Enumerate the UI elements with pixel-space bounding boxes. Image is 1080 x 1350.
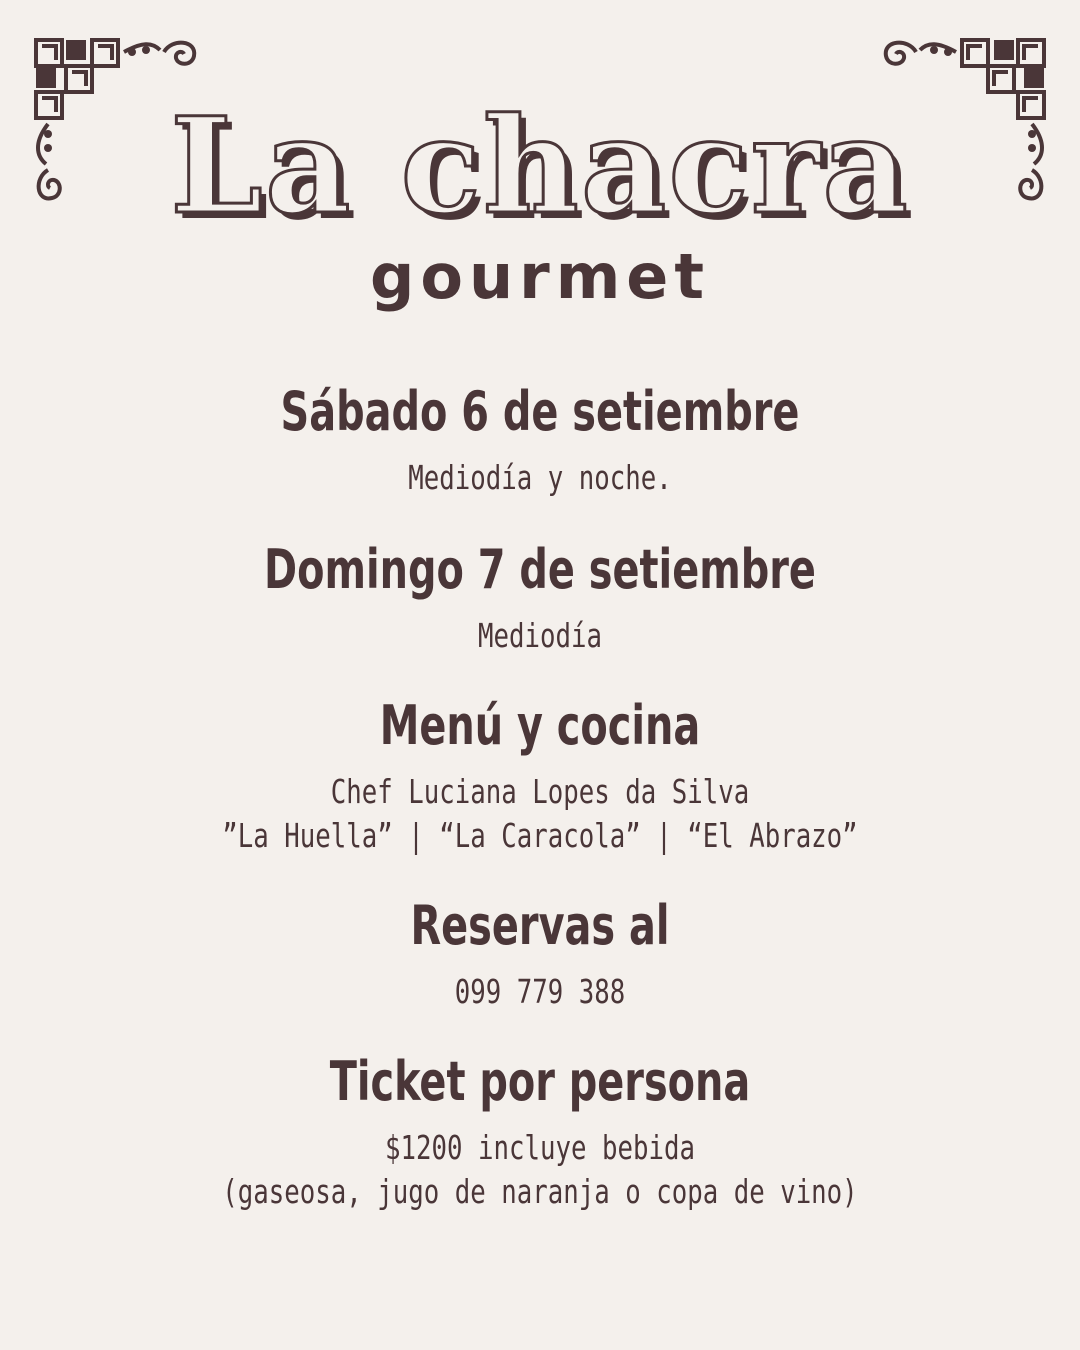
section-line: ”La Huella” | “La Caracola” | “El Abrazo” [222, 816, 858, 855]
section-heading: Reservas al [410, 894, 670, 957]
section-saturday [0, 382, 1080, 500]
phone-number: 099 779 388 [454, 972, 626, 1011]
brand-header [0, 89, 1080, 313]
section-heading: Menú y cocina [379, 694, 701, 757]
section-ticket [0, 1052, 1080, 1214]
section-heading: Sábado 6 de setiembre [280, 380, 800, 443]
brand-subtitle: gourmet [370, 240, 710, 313]
brand-title: La chacra [170, 89, 910, 244]
section-line: Mediodía y noche. [408, 458, 672, 497]
section-sunday [0, 540, 1080, 658]
section-line: Chef Luciana Lopes da Silva [330, 772, 750, 811]
section-line: $1200 incluye bebida [385, 1128, 695, 1167]
section-heading: Ticket por persona [329, 1050, 751, 1113]
section-line: (gaseosa, jugo de naranja o copa de vino) [222, 1172, 858, 1211]
section-heading: Domingo 7 de setiembre [264, 538, 816, 601]
section-line: Mediodía [478, 616, 602, 655]
section-reservations [0, 896, 1080, 1014]
section-menu [0, 696, 1080, 858]
